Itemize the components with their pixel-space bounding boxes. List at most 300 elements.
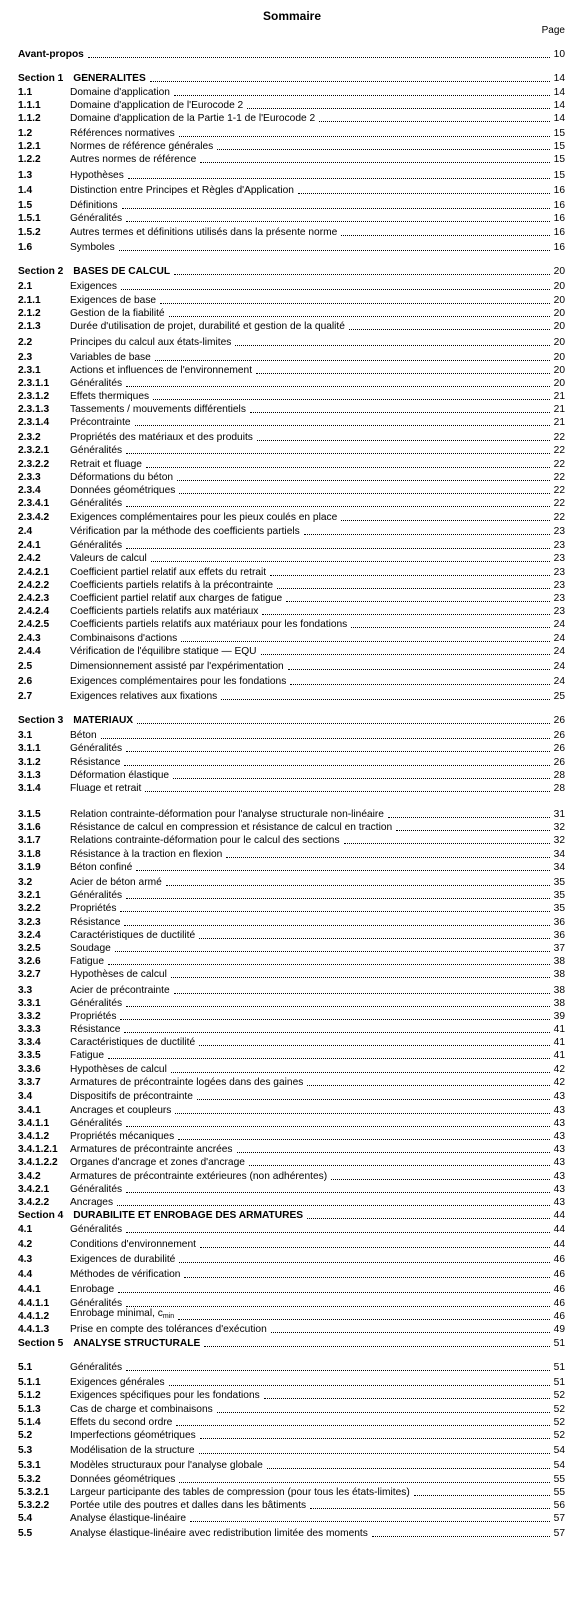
dot-leader bbox=[286, 601, 550, 602]
toc-entry[interactable] bbox=[18, 199, 565, 212]
toc-entry-number: 3.4 bbox=[18, 1091, 33, 1102]
toc-entry-number: 3.4.1.2.2 bbox=[18, 1157, 58, 1168]
toc-entry[interactable] bbox=[18, 127, 565, 140]
toc-entry[interactable] bbox=[18, 294, 565, 307]
dot-leader bbox=[126, 506, 550, 507]
toc-entry[interactable] bbox=[18, 377, 565, 390]
toc-entry[interactable] bbox=[18, 511, 565, 524]
dot-leader bbox=[135, 425, 550, 426]
dot-leader bbox=[179, 493, 550, 494]
toc-entry[interactable] bbox=[18, 1223, 565, 1236]
dot-leader bbox=[88, 57, 550, 58]
toc-entry[interactable] bbox=[18, 876, 565, 889]
toc-entry-page: 15 bbox=[553, 154, 565, 165]
toc-entry-page: 54 bbox=[553, 1460, 565, 1471]
toc-entry-title: Caractéristiques de ductilité bbox=[70, 930, 196, 941]
toc-entry[interactable] bbox=[18, 86, 565, 99]
toc-entry-page: 46 bbox=[553, 1298, 565, 1309]
toc-entry-page: 21 bbox=[553, 417, 565, 428]
dot-leader bbox=[171, 1072, 550, 1073]
toc-entry-page: 44 bbox=[553, 1224, 565, 1235]
toc-entry[interactable] bbox=[18, 742, 565, 755]
dot-leader bbox=[124, 925, 550, 926]
toc-entry-number: 5.2 bbox=[18, 1430, 33, 1441]
dot-leader bbox=[181, 641, 550, 642]
toc-entry-title: Avant-propos bbox=[18, 49, 84, 60]
toc-entry[interactable] bbox=[18, 1076, 565, 1089]
dot-leader bbox=[341, 520, 550, 521]
toc-section-heading[interactable] bbox=[18, 265, 565, 278]
toc-entry-number: 2.3.1.1 bbox=[18, 378, 50, 389]
toc-entry-page: 42 bbox=[553, 1064, 565, 1075]
toc-section-heading[interactable] bbox=[18, 72, 565, 85]
toc-entry[interactable] bbox=[18, 1403, 565, 1416]
toc-entry-number: 5.5 bbox=[18, 1528, 33, 1539]
toc-entry-page: 20 bbox=[553, 337, 565, 348]
toc-entry-title: Généralités bbox=[70, 1224, 123, 1235]
toc-entry[interactable] bbox=[18, 1527, 565, 1540]
toc-entry-title: Gestion de la fiabilité bbox=[70, 308, 165, 319]
toc-entry-page: 57 bbox=[553, 1528, 565, 1539]
toc-entry-title: Actions et influences de l'environnement bbox=[70, 365, 253, 376]
toc-entry-number: 3.4.2 bbox=[18, 1171, 41, 1182]
toc-entry[interactable] bbox=[18, 390, 565, 403]
toc-entry[interactable] bbox=[18, 1063, 565, 1076]
toc-entry[interactable] bbox=[18, 1143, 565, 1156]
toc-entry[interactable] bbox=[18, 834, 565, 847]
toc-entry-page: 14 bbox=[553, 100, 565, 111]
toc-entry-number: 2.4.1 bbox=[18, 540, 41, 551]
page-column-header: Page bbox=[541, 25, 565, 36]
toc-entry-page: 35 bbox=[553, 890, 565, 901]
toc-entry-number: 3.3.3 bbox=[18, 1024, 41, 1035]
toc-entry-title: Fluage et retrait bbox=[70, 783, 142, 794]
dot-leader bbox=[124, 1032, 550, 1033]
toc-entry[interactable] bbox=[18, 226, 565, 239]
toc-entry[interactable] bbox=[18, 782, 565, 795]
toc-entry-number: 5.1 bbox=[18, 1362, 33, 1373]
toc-entry-number: 2.1.3 bbox=[18, 321, 41, 332]
toc-entry[interactable] bbox=[18, 929, 565, 942]
toc-entry-title: Généralités bbox=[70, 213, 123, 224]
toc-entry-page: 20 bbox=[553, 352, 565, 363]
toc-entry-number: 1.6 bbox=[18, 242, 33, 253]
toc-entry-number: 3.3.5 bbox=[18, 1050, 41, 1061]
toc-entry-page: 23 bbox=[553, 593, 565, 604]
toc-entry[interactable] bbox=[18, 444, 565, 457]
toc-entry-title: Acier de béton armé bbox=[70, 877, 162, 888]
dot-leader bbox=[307, 1218, 550, 1219]
toc-entry[interactable] bbox=[18, 1283, 565, 1296]
dot-leader bbox=[128, 178, 550, 179]
toc-entry-page: 43 bbox=[553, 1157, 565, 1168]
dot-leader bbox=[108, 964, 550, 965]
toc-entry[interactable] bbox=[18, 552, 565, 565]
dot-leader bbox=[121, 289, 550, 290]
toc-entry[interactable] bbox=[18, 984, 565, 997]
toc-entry-number: 3.2.1 bbox=[18, 890, 41, 901]
toc-entry-title: Propriétés mécaniques bbox=[70, 1131, 175, 1142]
toc-entry[interactable] bbox=[18, 307, 565, 320]
toc-entry-number: 2.3.2 bbox=[18, 432, 41, 443]
toc-entry[interactable] bbox=[18, 169, 565, 182]
toc-entry-title: BASES DE CALCUL bbox=[73, 266, 171, 277]
toc-entry-page: 22 bbox=[553, 512, 565, 523]
toc-entry-page: 44 bbox=[553, 1210, 565, 1221]
dot-leader bbox=[176, 1425, 550, 1426]
toc-entry-number: Section 3 bbox=[18, 715, 64, 726]
toc-entry-number: 2.3.1 bbox=[18, 365, 41, 376]
toc-entry-number: 4.2 bbox=[18, 1239, 33, 1250]
toc-entry[interactable] bbox=[18, 579, 565, 592]
toc-entry-title: Tassements / mouvements différentiels bbox=[70, 404, 246, 415]
toc-entry[interactable] bbox=[18, 1023, 565, 1036]
toc-entry[interactable] bbox=[18, 112, 565, 125]
toc-entry-number: 2.4.2.3 bbox=[18, 593, 50, 604]
toc-entry-number: 3.2 bbox=[18, 877, 33, 888]
toc-entry[interactable] bbox=[18, 1268, 565, 1281]
dot-leader bbox=[277, 588, 550, 589]
toc-entry-page: 38 bbox=[553, 969, 565, 980]
dot-leader bbox=[169, 316, 550, 317]
dot-leader bbox=[166, 885, 550, 886]
dot-leader bbox=[247, 108, 550, 109]
toc-entry[interactable] bbox=[18, 756, 565, 769]
toc-section-heading[interactable] bbox=[18, 1209, 565, 1222]
toc-entry-number: 3.3.6 bbox=[18, 1064, 41, 1075]
toc-entry-number: 3.4.2.1 bbox=[18, 1184, 50, 1195]
toc-entry[interactable] bbox=[18, 416, 565, 429]
toc-entry-number: 3.2.2 bbox=[18, 903, 41, 914]
toc-entry-title: Valeurs de calcul bbox=[70, 553, 147, 564]
toc-entry[interactable] bbox=[18, 1389, 565, 1402]
toc-entry-page: 22 bbox=[553, 445, 565, 456]
toc-entry[interactable] bbox=[18, 942, 565, 955]
toc-entry-page: 55 bbox=[553, 1474, 565, 1485]
toc-entry[interactable] bbox=[18, 364, 565, 377]
toc-entry-title: Coefficients partiels relatifs aux matériaux bbox=[70, 606, 259, 617]
toc-entry-page: 22 bbox=[553, 459, 565, 470]
toc-entry[interactable] bbox=[18, 1196, 565, 1209]
toc-entry-page: 41 bbox=[553, 1024, 565, 1035]
dot-leader bbox=[235, 345, 550, 346]
toc-entry[interactable] bbox=[18, 153, 565, 166]
toc-entry-number: 4.4.1.3 bbox=[18, 1324, 50, 1335]
toc-entry-page: 43 bbox=[553, 1197, 565, 1208]
toc-entry[interactable] bbox=[18, 1310, 565, 1323]
toc-entry-title: Effets du second ordre bbox=[70, 1417, 173, 1428]
toc-entry-number: 3.1.1 bbox=[18, 743, 41, 754]
toc-entry-number: 2.3.3 bbox=[18, 472, 41, 483]
toc-entry[interactable] bbox=[18, 632, 565, 645]
toc-entry-page: 55 bbox=[553, 1487, 565, 1498]
toc-entry[interactable] bbox=[18, 1156, 565, 1169]
toc-entry[interactable] bbox=[18, 660, 565, 673]
toc-entry[interactable] bbox=[18, 997, 565, 1010]
toc-entry-page: 24 bbox=[553, 676, 565, 687]
dot-leader bbox=[271, 1332, 550, 1333]
toc-entry-number: 3.2.6 bbox=[18, 956, 41, 967]
dot-leader bbox=[319, 121, 550, 122]
dot-leader bbox=[288, 669, 550, 670]
toc-entry[interactable] bbox=[18, 1170, 565, 1183]
toc-entry-number: 3.1.6 bbox=[18, 822, 41, 833]
toc-entry[interactable] bbox=[18, 403, 565, 416]
toc-entry-page: 52 bbox=[553, 1417, 565, 1428]
toc-entry[interactable] bbox=[18, 1361, 565, 1374]
toc-entry-page: 35 bbox=[553, 903, 565, 914]
toc-entry[interactable] bbox=[18, 320, 565, 333]
toc-entry[interactable] bbox=[18, 1486, 565, 1499]
toc-entry-number: 2.1.1 bbox=[18, 295, 41, 306]
toc-entry-title: Généralités bbox=[70, 890, 123, 901]
toc-entry[interactable] bbox=[18, 861, 565, 874]
toc-entry-title: Variables de base bbox=[70, 352, 151, 363]
toc-entry[interactable] bbox=[18, 336, 565, 349]
toc-entry[interactable] bbox=[18, 1253, 565, 1266]
toc-entry[interactable] bbox=[18, 955, 565, 968]
toc-entry-number: 1.1.1 bbox=[18, 100, 41, 111]
toc-entry-number: 1.5.1 bbox=[18, 213, 41, 224]
toc-entry[interactable] bbox=[18, 675, 565, 688]
toc-entry-number: 2.3.1.3 bbox=[18, 404, 50, 415]
toc-entry-page: 15 bbox=[553, 170, 565, 181]
toc-entry[interactable] bbox=[18, 471, 565, 484]
toc-entry-title: Conditions d'environnement bbox=[70, 1239, 196, 1250]
toc-entry[interactable] bbox=[18, 566, 565, 579]
toc-entry-page: 34 bbox=[553, 862, 565, 873]
toc-entry-page: 38 bbox=[553, 956, 565, 967]
toc-entry[interactable] bbox=[18, 1117, 565, 1130]
toc-entry-page: 28 bbox=[553, 783, 565, 794]
dot-leader bbox=[307, 1085, 550, 1086]
dot-leader bbox=[388, 817, 550, 818]
toc-entry-number: 4.4.1.1 bbox=[18, 1298, 50, 1309]
toc-entry[interactable] bbox=[18, 431, 565, 444]
toc-entry[interactable] bbox=[18, 1049, 565, 1062]
toc-entry-page: 23 bbox=[553, 606, 565, 617]
toc-entry[interactable] bbox=[18, 458, 565, 471]
toc-entry-number: 2.4.2.4 bbox=[18, 606, 50, 617]
toc-entry[interactable] bbox=[18, 212, 565, 225]
toc-entry[interactable] bbox=[18, 592, 565, 605]
toc-entry-number: 2.1.2 bbox=[18, 308, 41, 319]
dot-leader bbox=[122, 208, 550, 209]
toc-entry-number: 2.3.2.1 bbox=[18, 445, 50, 456]
toc-entry-number: 2.7 bbox=[18, 691, 33, 702]
toc-entry[interactable] bbox=[18, 48, 565, 61]
dot-leader bbox=[126, 1126, 550, 1127]
toc-entry[interactable] bbox=[18, 729, 565, 742]
toc-entry-number: 4.4.1.2 bbox=[18, 1311, 50, 1322]
dot-leader bbox=[199, 1453, 550, 1454]
toc-entry[interactable] bbox=[18, 1104, 565, 1117]
toc-entry[interactable] bbox=[18, 241, 565, 254]
dot-leader bbox=[217, 149, 550, 150]
toc-entry-page: 49 bbox=[553, 1324, 565, 1335]
toc-entry-title: Généralités bbox=[70, 743, 123, 754]
toc-entry[interactable] bbox=[18, 902, 565, 915]
toc-entry-number: 3.1 bbox=[18, 730, 33, 741]
toc-entry-title: Exigences de base bbox=[70, 295, 157, 306]
toc-entry-number: 2.3 bbox=[18, 352, 33, 363]
dot-leader bbox=[372, 1536, 550, 1537]
toc-entry-title: Généralités bbox=[70, 445, 123, 456]
toc-entry[interactable] bbox=[18, 821, 565, 834]
dot-leader bbox=[119, 250, 550, 251]
toc-entry[interactable] bbox=[18, 1376, 565, 1389]
toc-entry[interactable] bbox=[18, 140, 565, 153]
toc-entry-page: 46 bbox=[553, 1254, 565, 1265]
toc-entry-title: Données géométriques bbox=[70, 1474, 176, 1485]
toc-entry-page: 36 bbox=[553, 917, 565, 928]
toc-entry[interactable] bbox=[18, 808, 565, 821]
toc-entry[interactable] bbox=[18, 351, 565, 364]
toc-entry-page: 46 bbox=[553, 1269, 565, 1280]
toc-entry[interactable] bbox=[18, 1512, 565, 1525]
dot-leader bbox=[173, 778, 550, 779]
toc-entry-title: Caractéristiques de ductilité bbox=[70, 1037, 196, 1048]
toc-entry-title: Fatigue bbox=[70, 1050, 104, 1061]
toc-entry-page: 34 bbox=[553, 849, 565, 860]
dot-leader bbox=[174, 993, 550, 994]
toc-entry[interactable] bbox=[18, 848, 565, 861]
toc-entry-number: 3.1.5 bbox=[18, 809, 41, 820]
dot-leader bbox=[184, 1277, 550, 1278]
toc-entry-title: Résistance de calcul en compression et résistance de calcul en traction bbox=[70, 822, 393, 833]
toc-entry[interactable] bbox=[18, 605, 565, 618]
toc-entry-title: Résistance à la traction en flexion bbox=[70, 849, 223, 860]
toc-entry-title: Propriétés bbox=[70, 1011, 117, 1022]
toc-entry[interactable] bbox=[18, 1499, 565, 1512]
toc-entry-number: 3.4.2.2 bbox=[18, 1197, 50, 1208]
toc-section-heading[interactable] bbox=[18, 714, 565, 727]
toc-entry-title: Fatigue bbox=[70, 956, 104, 967]
dot-leader bbox=[178, 1319, 550, 1320]
toc-entry-page: 15 bbox=[553, 141, 565, 152]
toc-entry[interactable] bbox=[18, 618, 565, 631]
toc-entry-number: 5.1.2 bbox=[18, 1390, 41, 1401]
toc-entry-number: 3.3.7 bbox=[18, 1077, 41, 1088]
toc-entry-title: Résistance bbox=[70, 757, 121, 768]
dot-leader bbox=[169, 1385, 550, 1386]
toc-entry-page: 26 bbox=[553, 757, 565, 768]
dot-leader bbox=[414, 1495, 550, 1496]
toc-entry-number: 3.3.1 bbox=[18, 998, 41, 1009]
toc-entry[interactable] bbox=[18, 968, 565, 981]
toc-entry-title: Portée utile des poutres et dalles dans les bâtiments bbox=[70, 1500, 307, 1511]
toc-entry-page: 26 bbox=[553, 730, 565, 741]
dot-leader bbox=[177, 480, 550, 481]
toc-entry-page: 32 bbox=[553, 822, 565, 833]
toc-entry[interactable] bbox=[18, 1130, 565, 1143]
toc-entry[interactable] bbox=[18, 1010, 565, 1023]
dot-leader bbox=[179, 136, 550, 137]
toc-entry-title: Modélisation de la structure bbox=[70, 1445, 195, 1456]
toc-entry[interactable] bbox=[18, 1473, 565, 1486]
dot-leader bbox=[267, 1468, 550, 1469]
dot-leader bbox=[126, 453, 550, 454]
toc-entry[interactable] bbox=[18, 184, 565, 197]
dot-leader bbox=[349, 329, 550, 330]
dot-leader bbox=[249, 1165, 550, 1166]
toc-entry[interactable] bbox=[18, 539, 565, 552]
toc-entry[interactable] bbox=[18, 280, 565, 293]
toc-entry-number: 4.3 bbox=[18, 1254, 33, 1265]
dot-leader bbox=[126, 751, 550, 752]
toc-entry[interactable] bbox=[18, 1459, 565, 1472]
toc-entry[interactable] bbox=[18, 889, 565, 902]
toc-entry-number: 5.3 bbox=[18, 1445, 33, 1456]
dot-leader bbox=[341, 235, 550, 236]
toc-entry-title: Armatures de précontrainte ancrées bbox=[70, 1144, 233, 1155]
toc-entry[interactable] bbox=[18, 1416, 565, 1429]
toc-entry-page: 43 bbox=[553, 1184, 565, 1195]
toc-entry-page: 25 bbox=[553, 691, 565, 702]
toc-entry[interactable] bbox=[18, 645, 565, 658]
toc-entry-title: Domaine d'application de l'Eurocode 2 bbox=[70, 100, 244, 111]
dot-leader bbox=[126, 221, 550, 222]
toc-entry-title: Dispositifs de précontrainte bbox=[70, 1091, 193, 1102]
toc-entry-page: 10 bbox=[553, 49, 565, 60]
toc-entry-title: Références normatives bbox=[70, 128, 175, 139]
toc-entry-title: Généralités bbox=[70, 378, 123, 389]
toc-entry[interactable] bbox=[18, 484, 565, 497]
toc-entry-number: 2.3.4 bbox=[18, 485, 41, 496]
toc-entry[interactable] bbox=[18, 1444, 565, 1457]
toc-entry-title: Exigences complémentaires pour les pieux coulés en place bbox=[70, 512, 338, 523]
toc-entry-number: 1.2 bbox=[18, 128, 33, 139]
toc-entry-page: 24 bbox=[553, 619, 565, 630]
toc-entry-number: 1.1.2 bbox=[18, 113, 41, 124]
toc-entry-title: Domaine d'application bbox=[70, 87, 170, 98]
toc-entry-number: 2.6 bbox=[18, 676, 33, 687]
dot-leader bbox=[174, 95, 550, 96]
toc-entry[interactable] bbox=[18, 1238, 565, 1251]
toc-entry-page: 20 bbox=[553, 321, 565, 332]
toc-entry-number: 3.1.8 bbox=[18, 849, 41, 860]
toc-entry-page: 16 bbox=[553, 200, 565, 211]
toc-entry-number: 4.1 bbox=[18, 1224, 33, 1235]
subscript: min bbox=[162, 1313, 175, 1320]
toc-entry-title: Hypothèses de calcul bbox=[70, 969, 167, 980]
toc-entry[interactable] bbox=[18, 769, 565, 782]
toc-entry[interactable] bbox=[18, 690, 565, 703]
dot-leader bbox=[237, 1152, 550, 1153]
toc-entry[interactable] bbox=[18, 1429, 565, 1442]
toc-section-heading[interactable] bbox=[18, 1337, 565, 1350]
toc-entry[interactable] bbox=[18, 1090, 565, 1103]
toc-entry-number: 5.3.1 bbox=[18, 1460, 41, 1471]
toc-entry[interactable] bbox=[18, 525, 565, 538]
toc-entry-page: 43 bbox=[553, 1091, 565, 1102]
toc-entry[interactable] bbox=[18, 497, 565, 510]
toc-entry[interactable] bbox=[18, 1036, 565, 1049]
toc-entry-title: Symboles bbox=[70, 242, 115, 253]
toc-entry-page: 20 bbox=[553, 308, 565, 319]
toc-entry-title: Béton confiné bbox=[70, 862, 133, 873]
dot-leader bbox=[151, 561, 550, 562]
toc-entry[interactable] bbox=[18, 1183, 565, 1196]
toc-entry[interactable] bbox=[18, 99, 565, 112]
toc-entry[interactable] bbox=[18, 1323, 565, 1336]
toc-entry-title: Exigences générales bbox=[70, 1377, 165, 1388]
toc-entry-title: Armatures de précontrainte extérieures (non adhérentes) bbox=[70, 1171, 328, 1182]
toc-entry-number: 1.4 bbox=[18, 185, 33, 196]
toc-entry-page: 43 bbox=[553, 1171, 565, 1182]
toc-entry[interactable] bbox=[18, 916, 565, 929]
toc-entry-number: 2.4.2.2 bbox=[18, 580, 50, 591]
